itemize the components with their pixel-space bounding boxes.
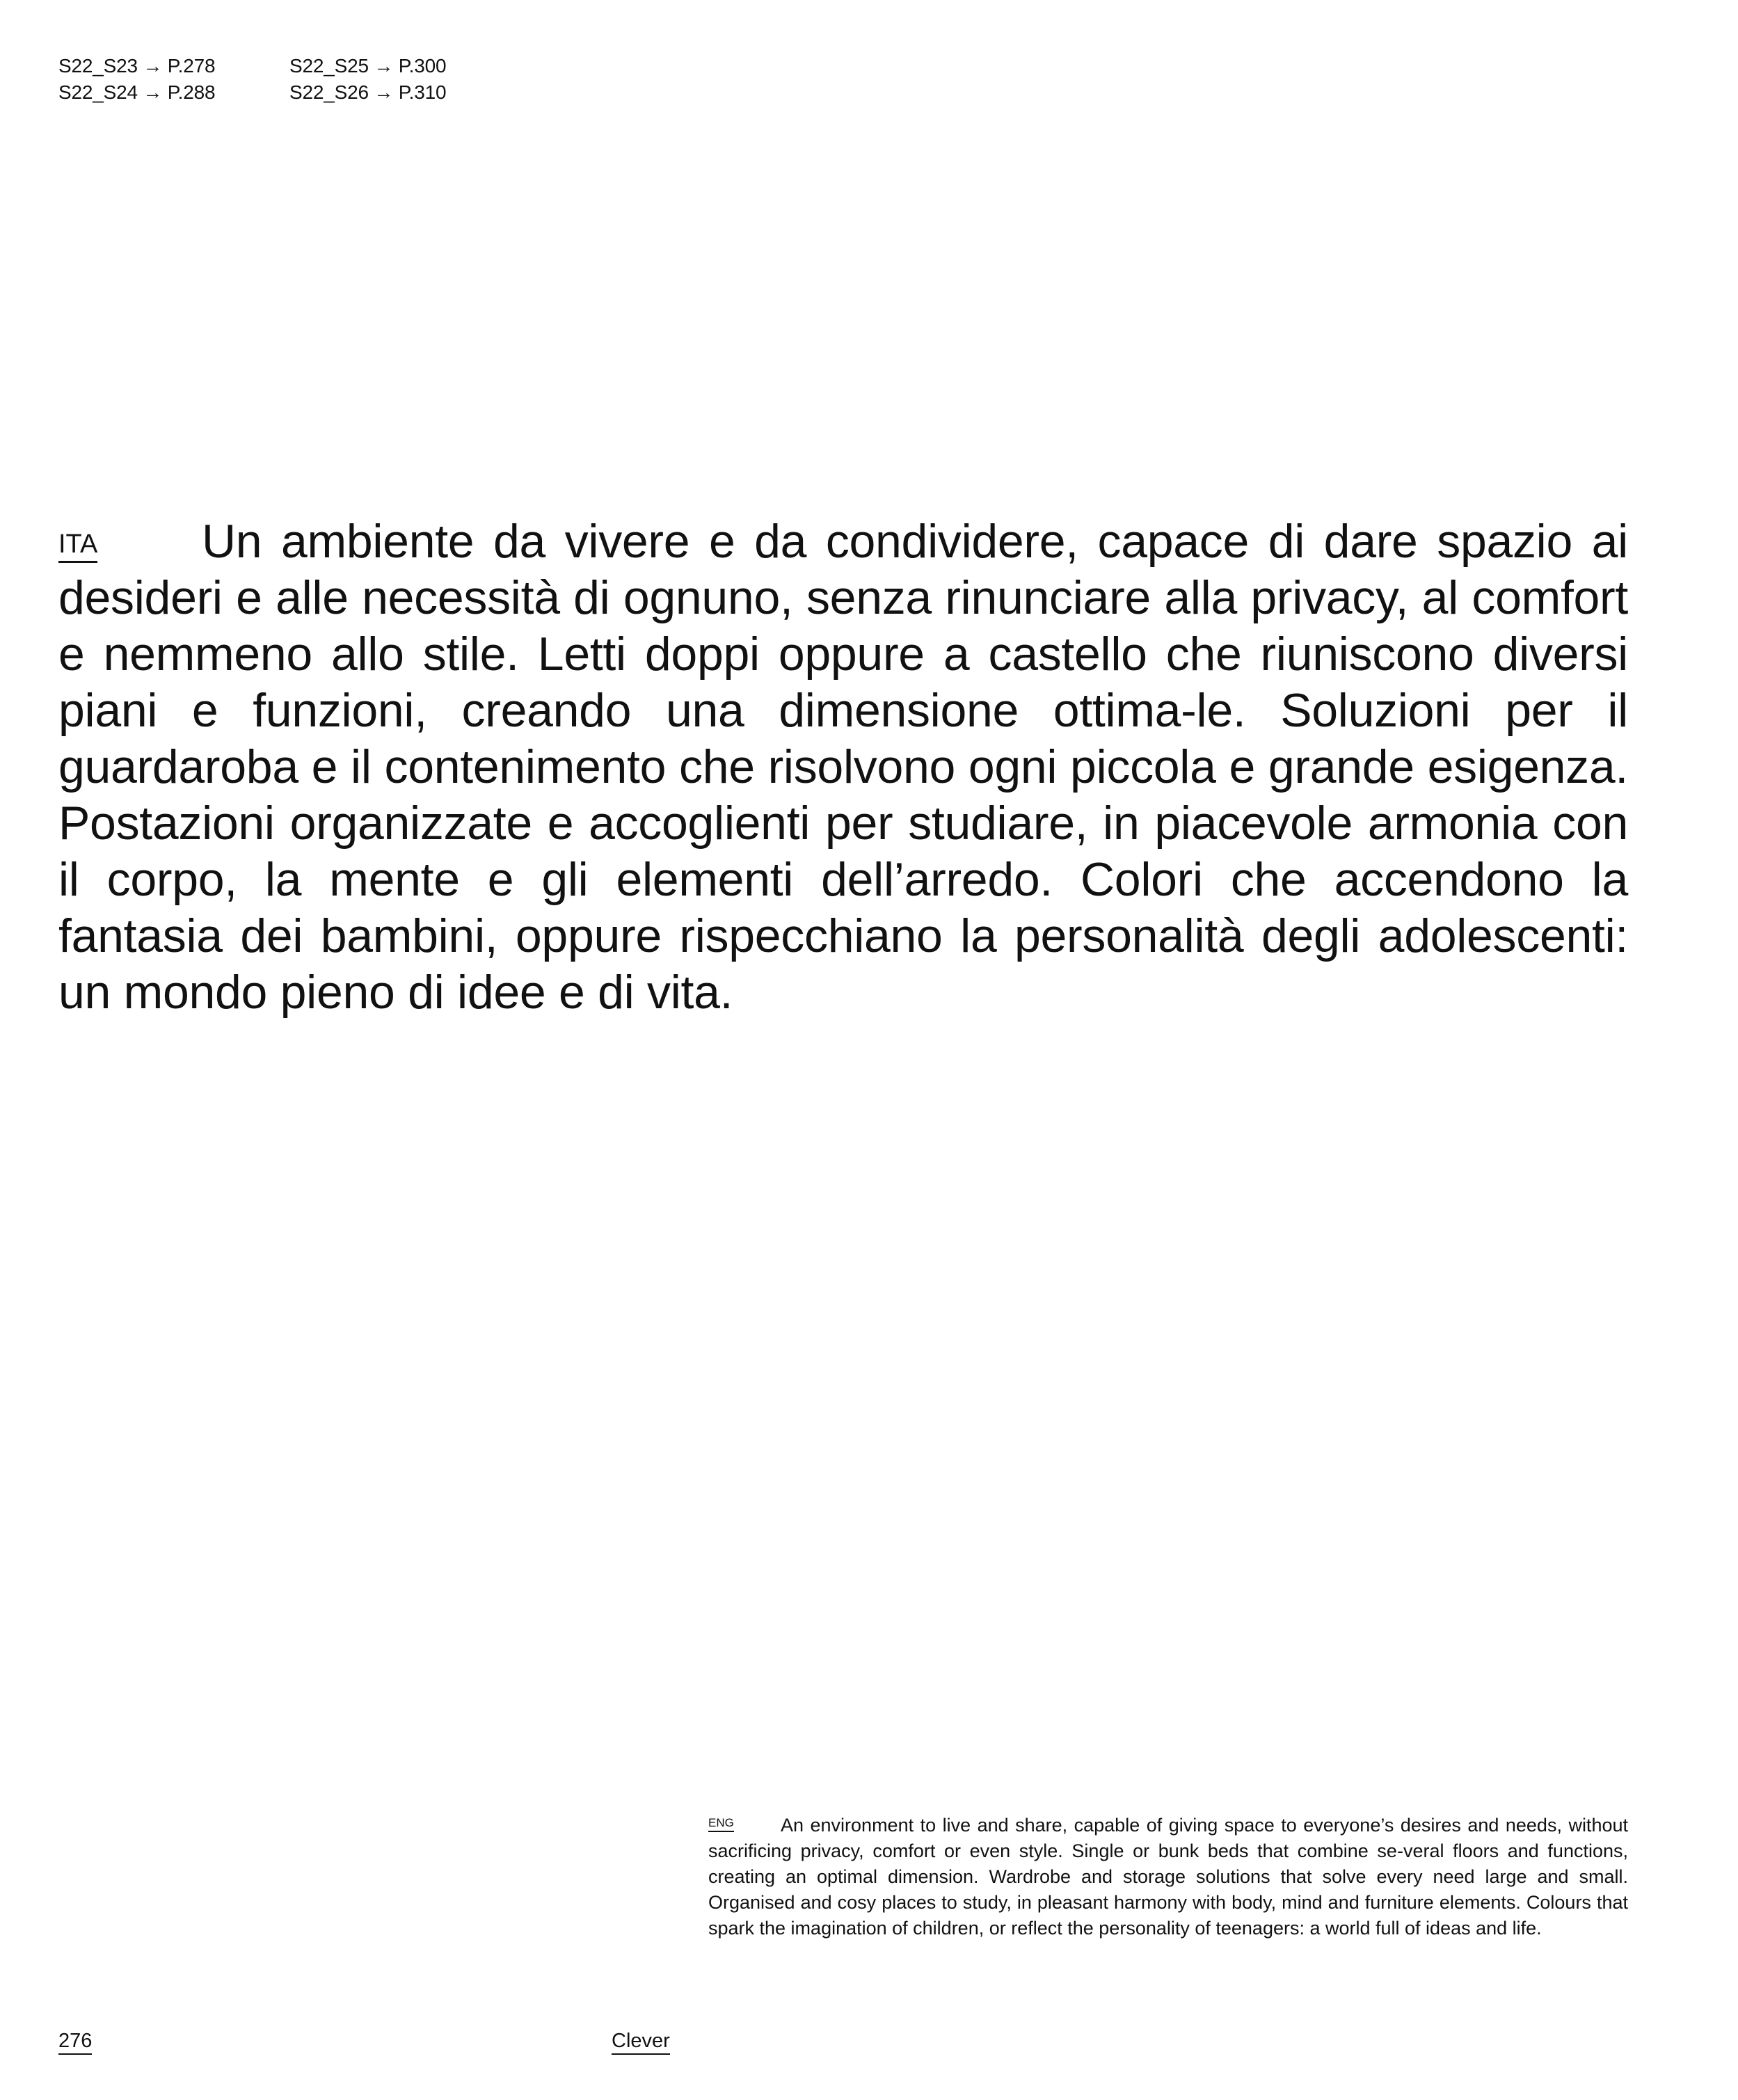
collection-title: Clever bbox=[612, 2028, 670, 2055]
page-number: 276 bbox=[58, 2028, 92, 2055]
italian-section bbox=[58, 514, 1628, 1021]
page-reference: S22_S25 → P.300 bbox=[289, 55, 447, 77]
english-section bbox=[708, 1813, 1628, 1941]
italian-body-text: Un ambiente da vivere e da condividere, capace di dare spazio ai desideri e alle necessità di ognuno, senza rinunciare alla privacy, al comfort e nemmeno allo stile. Letti doppi oppure a castello che riuniscono diversi piani e funzioni, creando una dimensione ottima-le. Soluzioni per il guardaroba e il contenimento che risolvono ogni piccola e grande esigenza. Postazioni organizzate e accoglienti per studiare, in piacevole armonia con il corpo, la mente e gli elementi dell’arredo. Colori che accendono la fantasia dei bambini, oppure rispecchiano la personalità degli adolescenti: un mondo pieno di idee e di vita. bbox=[58, 515, 1628, 1019]
english-language-label: ENG bbox=[708, 1816, 734, 1832]
page-references-right bbox=[289, 53, 446, 106]
page-reference: S22_S26 → P.310 bbox=[289, 81, 447, 103]
page-reference: S22_S24 → P.288 bbox=[58, 81, 216, 103]
english-body-text: An environment to live and share, capable of giving space to everyone’s desires and needs, without sacrificing privacy, comfort or even style. Single or bunk beds that combine se-veral floors and functions, creating an optimal dimension. Wardrobe and storage solutions that solve every need large and small. Organised and cosy places to study, in pleasant harmony with body, mind and furniture elements. Colours that spark the imagination of children, or reflect the personality of teenagers: a world full of ideas and life. bbox=[708, 1815, 1628, 1939]
page-reference: S22_S23 → P.278 bbox=[58, 55, 216, 77]
italian-language-label: ITA bbox=[58, 529, 97, 563]
page-references-left bbox=[58, 53, 215, 106]
